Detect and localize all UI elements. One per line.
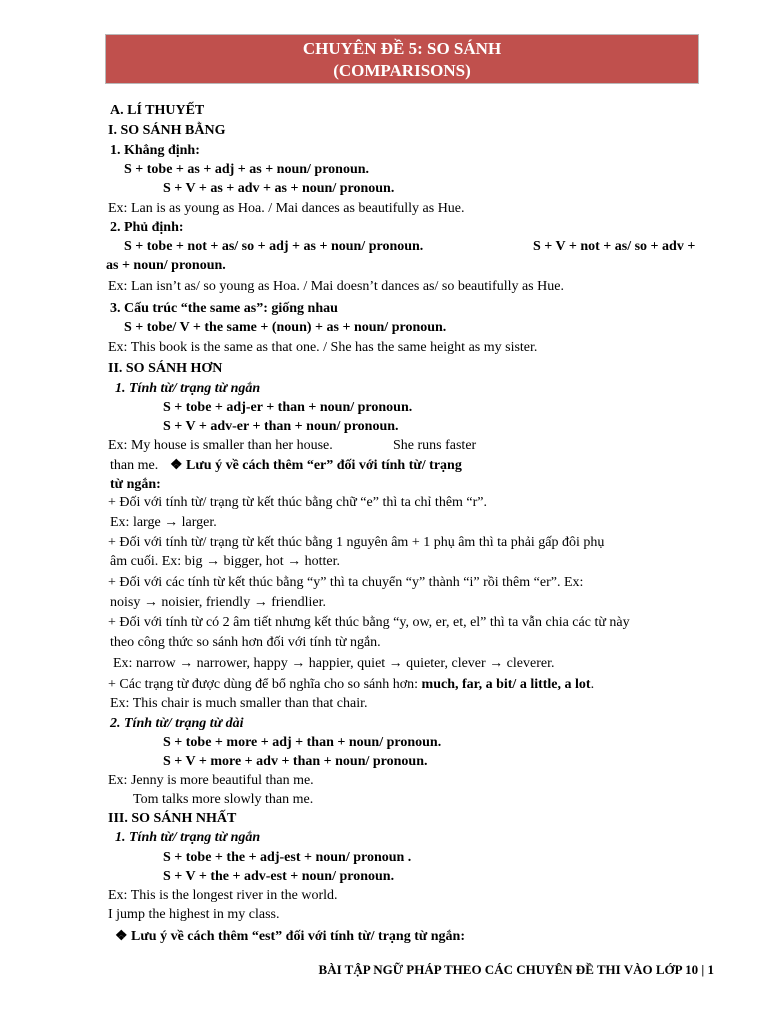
note-text: + Các trạng từ được dùng để bổ nghĩa cho so sánh hơn: <box>108 677 422 692</box>
formula-line: S + V + adv-er + than + noun/ pronoun. <box>163 419 399 434</box>
chapter-subtitle: (COMPARISONS) <box>333 61 471 80</box>
note-line: + Đối với tính từ có 2 âm tiết nhưng kết thúc bằng “y, ow, er, et, el” thì ta vẫn chia các từ này <box>108 615 630 630</box>
page-footer: BÀI TẬP NGỮ PHÁP THEO CÁC CHUYÊN ĐỀ THI VÀO LỚP 10 | 1 <box>318 962 714 977</box>
note-line: + Đối với tính từ/ trạng từ kết thúc bằng chữ “e” thì ta chỉ thêm “r”. <box>108 495 488 510</box>
subsection-heading: 1. Tính từ/ trạng từ ngắn <box>115 381 261 396</box>
example-line: She runs faster <box>393 438 477 453</box>
section-heading: III. SO SÁNH NHẤT <box>108 811 237 826</box>
note-line: noisy → noisier, friendly → friendlier. <box>110 595 327 610</box>
formula-line: S + V + the + adv-est + noun/ pronoun. <box>163 869 395 884</box>
subsection-heading: 3. Cấu trúc “the same as”: giống nhau <box>110 301 338 316</box>
formula-line: S + V + as + adv + as + noun/ pronoun. <box>163 181 395 196</box>
example-line: Ex: This is the longest river in the world. <box>108 888 338 903</box>
subsection-heading: 1. Khẳng định: <box>110 143 200 158</box>
example-line: Ex: Lan is as young as Hoa. / Mai dances as beautifully as Hue. <box>108 201 465 216</box>
subsection-heading: 2. Tính từ/ trạng từ dài <box>110 716 244 731</box>
note-line: âm cuối. Ex: big → bigger, hot → hotter. <box>110 554 341 569</box>
example-line: Ex: My house is smaller than her house. <box>108 438 333 453</box>
section-heading: I. SO SÁNH BẰNG <box>108 123 226 138</box>
formula-line: S + tobe + not + as/ so + adj + as + noun/ pronoun. <box>124 239 424 254</box>
section-heading: II. SO SÁNH HƠN <box>108 361 223 376</box>
note-heading: ❖ Lưu ý về cách thêm “er” đối với tính từ/ trạng <box>170 458 462 473</box>
note-line: + Đối với các tính từ kết thúc bằng “y” thì ta chuyển “y” thành “i” rồi thêm “er”. Ex: <box>108 575 584 590</box>
example-line: Tom talks more slowly than me. <box>133 792 314 807</box>
note-line: + Đối với tính từ/ trạng từ kết thúc bằng 1 nguyên âm + 1 phụ âm thì ta phải gấp đôi phụ <box>108 535 605 550</box>
formula-line: as + noun/ pronoun. <box>106 258 226 273</box>
chapter-title: CHUYÊN ĐỀ 5: SO SÁNH <box>302 39 502 58</box>
example-line: than me. <box>110 458 159 473</box>
chapter-title-banner <box>105 34 699 84</box>
note-heading: ❖ Lưu ý về cách thêm “est” đối với tính từ/ trạng từ ngắn: <box>115 929 466 944</box>
example-line: Ex: Lan isn’t as/ so young as Hoa. / Mai doesn’t dances as/ so beautifully as Hue. <box>108 279 564 294</box>
note-line <box>108 676 594 694</box>
formula-line: S + tobe/ V + the same + (noun) + as + noun/ pronoun. <box>124 320 447 335</box>
example-line: I jump the highest in my class. <box>108 907 280 922</box>
example-line: Ex: This chair is much smaller than that chair. <box>110 696 368 711</box>
example-line: Ex: This book is the same as that one. / She has the same height as my sister. <box>108 340 538 355</box>
section-heading: A. LÍ THUYẾT <box>110 103 205 118</box>
example-line: Ex: Jenny is more beautiful than me. <box>108 773 314 788</box>
formula-line: S + tobe + the + adj-est + noun/ pronoun . <box>163 850 412 865</box>
subsection-heading: 1. Tính từ/ trạng từ ngắn <box>115 830 261 845</box>
formula-line: S + V + more + adv + than + noun/ pronoun. <box>163 754 428 769</box>
period: . <box>590 677 595 692</box>
formula-line: S + tobe + as + adj + as + noun/ pronoun. <box>124 162 370 177</box>
formula-line: S + V + not + as/ so + adv + <box>533 239 696 254</box>
subsection-heading: 2. Phủ định: <box>110 220 184 235</box>
formula-line: S + tobe + adj-er + than + noun/ pronoun. <box>163 400 413 415</box>
note-line: theo công thức so sánh hơn đối với tính từ ngắn. <box>110 635 381 650</box>
note-heading: từ ngắn: <box>110 477 161 492</box>
example-line: Ex: large → larger. <box>110 515 217 530</box>
example-line: Ex: narrow → narrower, happy → happier, quiet → quieter, clever → cleverer. <box>113 656 555 671</box>
formula-line: S + tobe + more + adj + than + noun/ pronoun. <box>163 735 442 750</box>
adverb-list: much, far, a bit/ a little, a lot <box>421 677 591 692</box>
